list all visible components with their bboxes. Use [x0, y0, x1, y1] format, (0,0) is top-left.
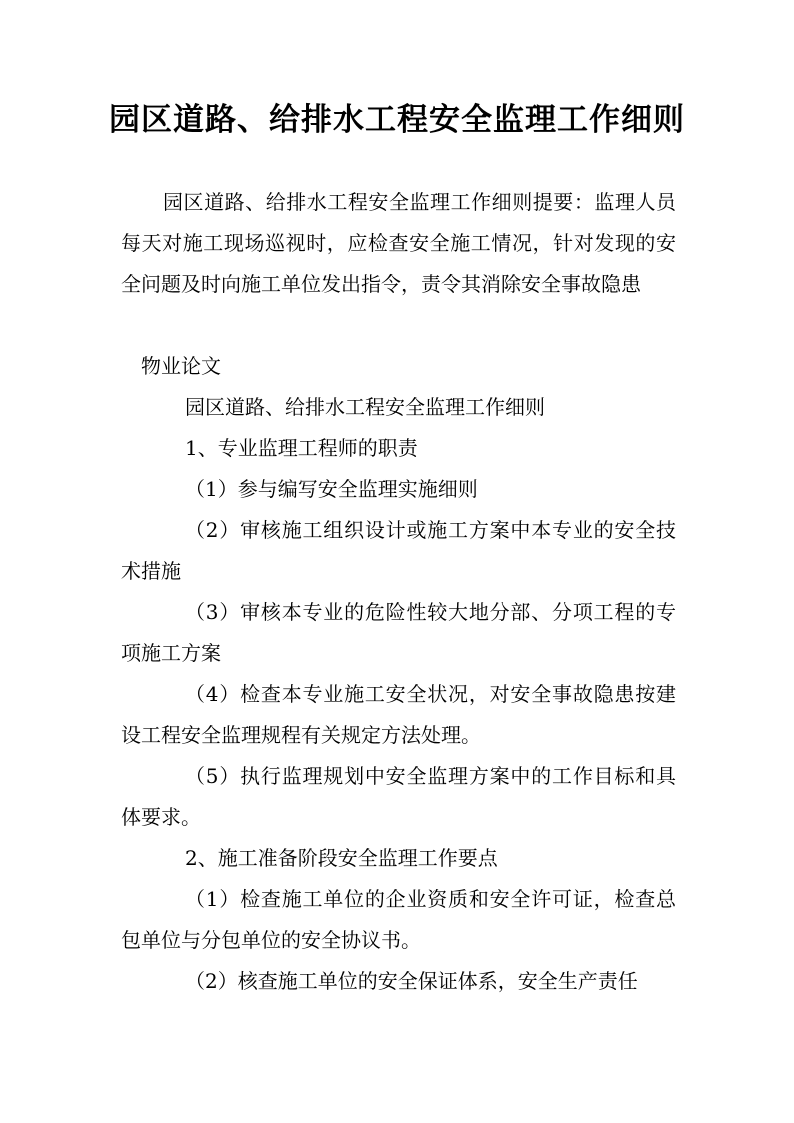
section-1-item-1: （1）参与编写安全监理实施细则 — [185, 477, 478, 501]
section-1-heading: 1、专业监理工程师的职责 — [185, 436, 418, 460]
document-title: 园区道路、给排水工程安全监理工作细则 — [109, 102, 685, 138]
category-tag: 物业论文 — [141, 354, 221, 378]
section-2-heading: 2、施工准备阶段安全监理工作要点 — [185, 846, 498, 870]
section-1-item-2: （2）审核施工组织设计或施工方案中本专业的安全技术措施 — [121, 518, 676, 583]
section-1-item-3: （3）审核本专业的危险性较大地分部、分项工程的专项施工方案 — [121, 600, 676, 665]
section-2-item-1: （1）检查施工单位的企业资质和安全许可证，检查总包单位与分包单位的安全协议书。 — [121, 887, 676, 952]
section-1-item-4: （4）检查本专业施工安全状况，对安全事故隐患按建设工程安全监理规程有关规定方法处理。 — [121, 682, 676, 747]
section-2-item-2: （2）核查施工单位的安全保证体系，安全生产责任 — [185, 969, 638, 993]
intro-paragraph: 园区道路、给排水工程安全监理工作细则提要：监理人员每天对施工现场巡视时，应检查安全施工情况，针对发现的安全问题及时向施工单位发出指令，责令其消除安全事故隐患 — [121, 190, 676, 296]
section-1-item-5: （5）执行监理规划中安全监理方案中的工作目标和具体要求。 — [121, 764, 676, 829]
document-subheading: 园区道路、给排水工程安全监理工作细则 — [185, 395, 545, 419]
